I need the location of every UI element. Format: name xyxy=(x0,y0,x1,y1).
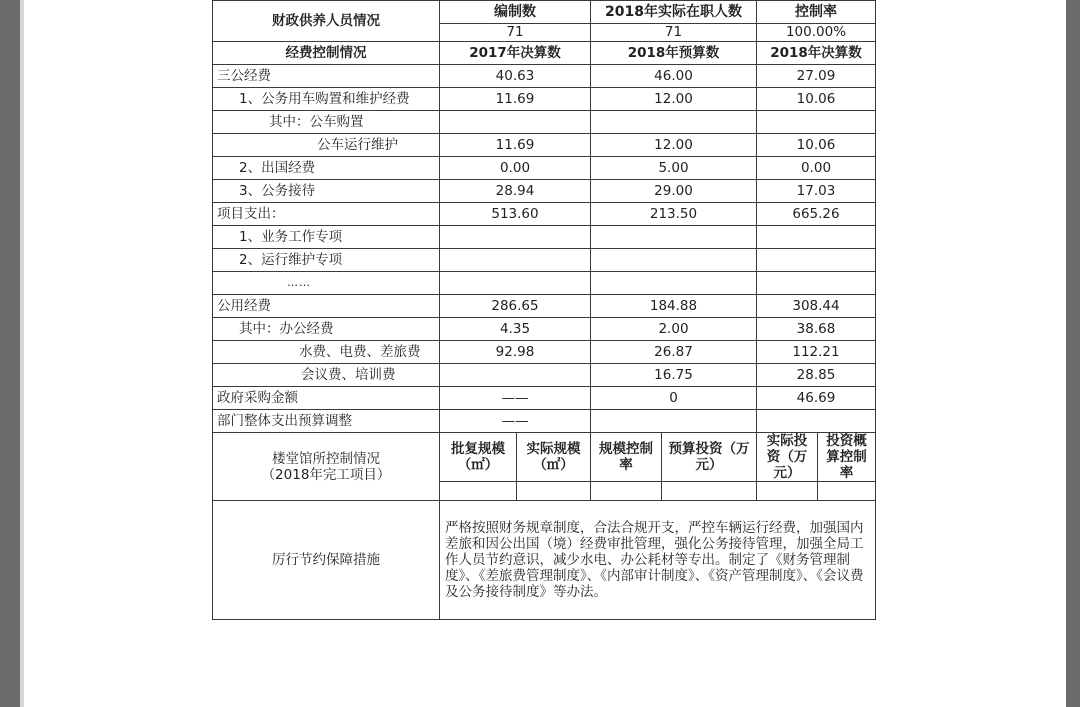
row-value-budget-2018 xyxy=(591,410,757,433)
staff-quota-value: 71 xyxy=(440,24,591,42)
row-value-2017: —— xyxy=(440,410,591,433)
buildings-label-line2: （2018年完工项目） xyxy=(261,466,391,483)
table-row xyxy=(213,134,876,157)
row-value-2017 xyxy=(440,226,591,249)
buildings-cell-scale-rate xyxy=(591,482,662,501)
buildings-header-invest-rate: 投资概算控制率 xyxy=(818,433,876,482)
row-value-2017: 513.60 xyxy=(440,203,591,226)
row-label-text: 水费、电费、差旅费 xyxy=(299,344,421,360)
row-value-budget-2018 xyxy=(591,249,757,272)
row-label-text: 1、公务用车购置和维护经费 xyxy=(239,91,410,107)
buildings-header-scale-rate: 规模控制率 xyxy=(591,433,662,482)
row-label: 2、出国经费 xyxy=(213,157,440,180)
viewer-right-edge xyxy=(1066,0,1080,707)
viewer-left-edge xyxy=(0,0,20,707)
row-value-budget-2018 xyxy=(591,226,757,249)
table-row xyxy=(213,226,876,249)
row-label: 3、公务接待 xyxy=(213,180,440,203)
row-label: 项目支出： xyxy=(213,203,440,226)
expense-header-final-2018: 2018年决算数 xyxy=(757,42,876,65)
buildings-header-actual-scale: 实际规模（㎡） xyxy=(517,433,591,482)
table-row xyxy=(213,387,876,410)
staff-rate-value: 100.00% xyxy=(757,24,876,42)
row-value-final-2018 xyxy=(757,410,876,433)
row-label: 部门整体支出预算调整 xyxy=(213,410,440,433)
buildings-cell-actual-invest xyxy=(757,482,818,501)
row-label: 会议费、培训费 xyxy=(213,364,440,387)
table-row xyxy=(213,157,876,180)
row-value-budget-2018: 5.00 xyxy=(591,157,757,180)
table-row xyxy=(213,249,876,272)
row-label: …… xyxy=(213,272,440,295)
row-value-2017: 11.69 xyxy=(440,134,591,157)
row-value-2017: 92.98 xyxy=(440,341,591,364)
saving-label: 厉行节约保障措施 xyxy=(213,501,440,620)
table-row xyxy=(213,180,876,203)
row-label: 1、业务工作专项 xyxy=(213,226,440,249)
expense-header-label: 经费控制情况 xyxy=(213,42,440,65)
buildings-cell-budget-invest xyxy=(662,482,757,501)
row-value-budget-2018 xyxy=(591,272,757,295)
row-label: 公用经费 xyxy=(213,295,440,318)
buildings-header-approved-scale: 批复规模（㎡） xyxy=(440,433,517,482)
row-value-budget-2018: 2.00 xyxy=(591,318,757,341)
table-row xyxy=(213,203,876,226)
row-label: 2、运行维护专项 xyxy=(213,249,440,272)
table-row xyxy=(213,364,876,387)
viewer-left-shadow xyxy=(20,0,24,707)
table-row xyxy=(213,318,876,341)
row-value-final-2018 xyxy=(757,272,876,295)
staff-header-actual: 2018年实际在职人数 xyxy=(591,1,757,24)
row-label: 其中：办公经费 xyxy=(213,318,440,341)
row-value-final-2018: 28.85 xyxy=(757,364,876,387)
row-value-budget-2018: 213.50 xyxy=(591,203,757,226)
table-row xyxy=(213,65,876,88)
buildings-label-line1: 楼堂馆所控制情况 xyxy=(272,450,380,467)
row-value-final-2018: 17.03 xyxy=(757,180,876,203)
row-value-final-2018: 308.44 xyxy=(757,295,876,318)
row-label xyxy=(213,88,440,111)
row-value-budget-2018: 46.00 xyxy=(591,65,757,88)
table-row xyxy=(213,295,876,318)
row-value-2017 xyxy=(440,364,591,387)
row-value-2017 xyxy=(440,272,591,295)
staff-header-rate: 控制率 xyxy=(757,1,876,24)
buildings-cell-approved-scale xyxy=(440,482,517,501)
row-value-final-2018: 27.09 xyxy=(757,65,876,88)
row-label: 政府采购金额 xyxy=(213,387,440,410)
table-row xyxy=(213,341,876,364)
row-value-2017: —— xyxy=(440,387,591,410)
row-value-budget-2018 xyxy=(591,111,757,134)
row-value-2017: 11.69 xyxy=(440,88,591,111)
expense-control-table xyxy=(212,0,876,620)
staff-actual-value: 71 xyxy=(591,24,757,42)
staff-label: 财政供养人员情况 xyxy=(213,1,440,42)
buildings-cell-actual-scale xyxy=(517,482,591,501)
buildings-cell-invest-rate xyxy=(818,482,876,501)
row-value-2017 xyxy=(440,249,591,272)
row-value-2017: 4.35 xyxy=(440,318,591,341)
row-value-budget-2018: 12.00 xyxy=(591,134,757,157)
row-value-final-2018 xyxy=(757,249,876,272)
row-value-final-2018: 10.06 xyxy=(757,134,876,157)
table-row xyxy=(213,410,876,433)
buildings-header-actual-invest: 实际投资（万元） xyxy=(757,433,818,482)
expense-header-budget-2018: 2018年预算数 xyxy=(591,42,757,65)
row-value-2017: 40.63 xyxy=(440,65,591,88)
row-value-final-2018 xyxy=(757,226,876,249)
row-value-budget-2018: 26.87 xyxy=(591,341,757,364)
row-value-budget-2018: 12.00 xyxy=(591,88,757,111)
row-label: 其中：公车购置 xyxy=(213,111,440,134)
row-value-final-2018: 665.26 xyxy=(757,203,876,226)
table-row xyxy=(213,88,876,111)
row-value-final-2018: 10.06 xyxy=(757,88,876,111)
row-value-budget-2018: 184.88 xyxy=(591,295,757,318)
row-label xyxy=(213,341,440,364)
row-value-final-2018: 46.69 xyxy=(757,387,876,410)
row-value-2017 xyxy=(440,111,591,134)
expense-header-2017: 2017年决算数 xyxy=(440,42,591,65)
row-label: 公车运行维护 xyxy=(213,134,440,157)
row-value-budget-2018: 16.75 xyxy=(591,364,757,387)
staff-header-quota: 编制数 xyxy=(440,1,591,24)
table-row xyxy=(213,111,876,134)
row-value-2017: 286.65 xyxy=(440,295,591,318)
row-label: 三公经费 xyxy=(213,65,440,88)
table-row xyxy=(213,272,876,295)
row-value-final-2018: 38.68 xyxy=(757,318,876,341)
row-value-2017: 0.00 xyxy=(440,157,591,180)
row-value-2017: 28.94 xyxy=(440,180,591,203)
saving-text: 严格按照财务规章制度，合法合规开支，严控车辆运行经费，加强国内差旅和因公出国（境）经费审批管理，强化公务接待管理，加强全局工作人员节约意识，减少水电、办公耗材等专出。制定了《财务管理制度》、《差旅费管理制度》、《内部审计制度》、《资产管理制度》、《会议费及公务接待制度》等办法。 xyxy=(440,501,876,620)
row-value-final-2018 xyxy=(757,111,876,134)
row-value-budget-2018: 0 xyxy=(591,387,757,410)
buildings-header-budget-invest: 预算投资（万元） xyxy=(662,433,757,482)
row-value-final-2018: 112.21 xyxy=(757,341,876,364)
buildings-label xyxy=(213,433,440,501)
row-value-final-2018: 0.00 xyxy=(757,157,876,180)
row-value-budget-2018: 29.00 xyxy=(591,180,757,203)
